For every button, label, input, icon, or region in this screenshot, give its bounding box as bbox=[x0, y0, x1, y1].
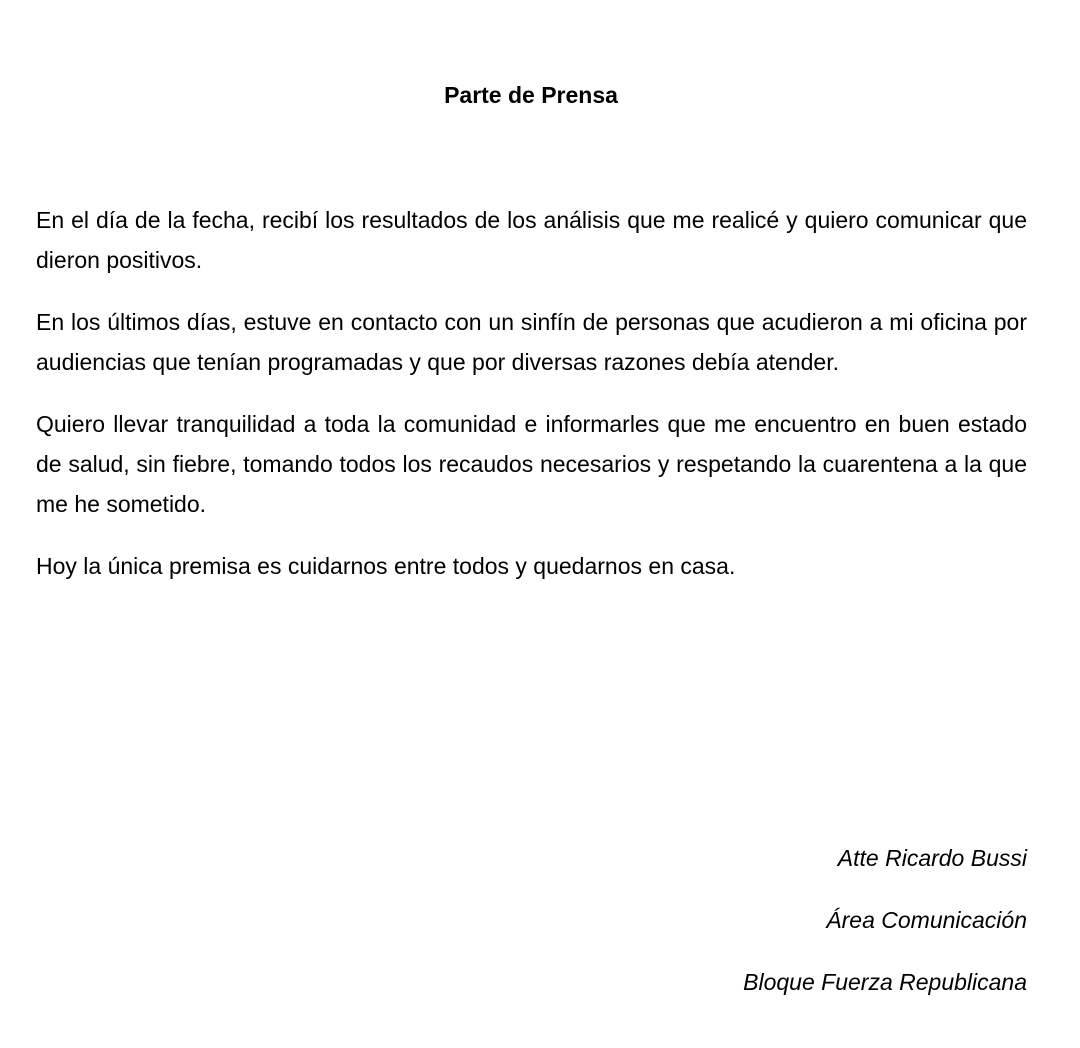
paragraph-4: Hoy la única premisa es cuidarnos entre todos y quedarnos en casa. bbox=[36, 553, 736, 579]
paragraph-3: Quiero llevar tranquilidad a toda la comunidad e informarles que me encuentro en buen estado de salud, sin fiebre, tomando todos los recaudos necesarios y respetando la cuarentena a la que me he sometido. bbox=[36, 411, 1027, 517]
signature-organization: Bloque Fuerza Republicana bbox=[743, 969, 1027, 995]
document-body bbox=[36, 200, 1027, 608]
signature-area: Área Comunicación bbox=[826, 907, 1027, 933]
page-title: Parte de Prensa bbox=[444, 82, 618, 108]
signature-name: Atte Ricardo Bussi bbox=[837, 845, 1027, 871]
paragraph-2: En los últimos días, estuve en contacto con un sinfín de personas que acudieron a mi oficina por audiencias que tenían programadas y que por diversas razones debía atender. bbox=[36, 309, 1027, 375]
signature-block bbox=[743, 838, 1027, 1024]
paragraph-1: En el día de la fecha, recibí los resultados de los análisis que me realicé y quiero comunicar que dieron positivos. bbox=[36, 207, 1027, 273]
